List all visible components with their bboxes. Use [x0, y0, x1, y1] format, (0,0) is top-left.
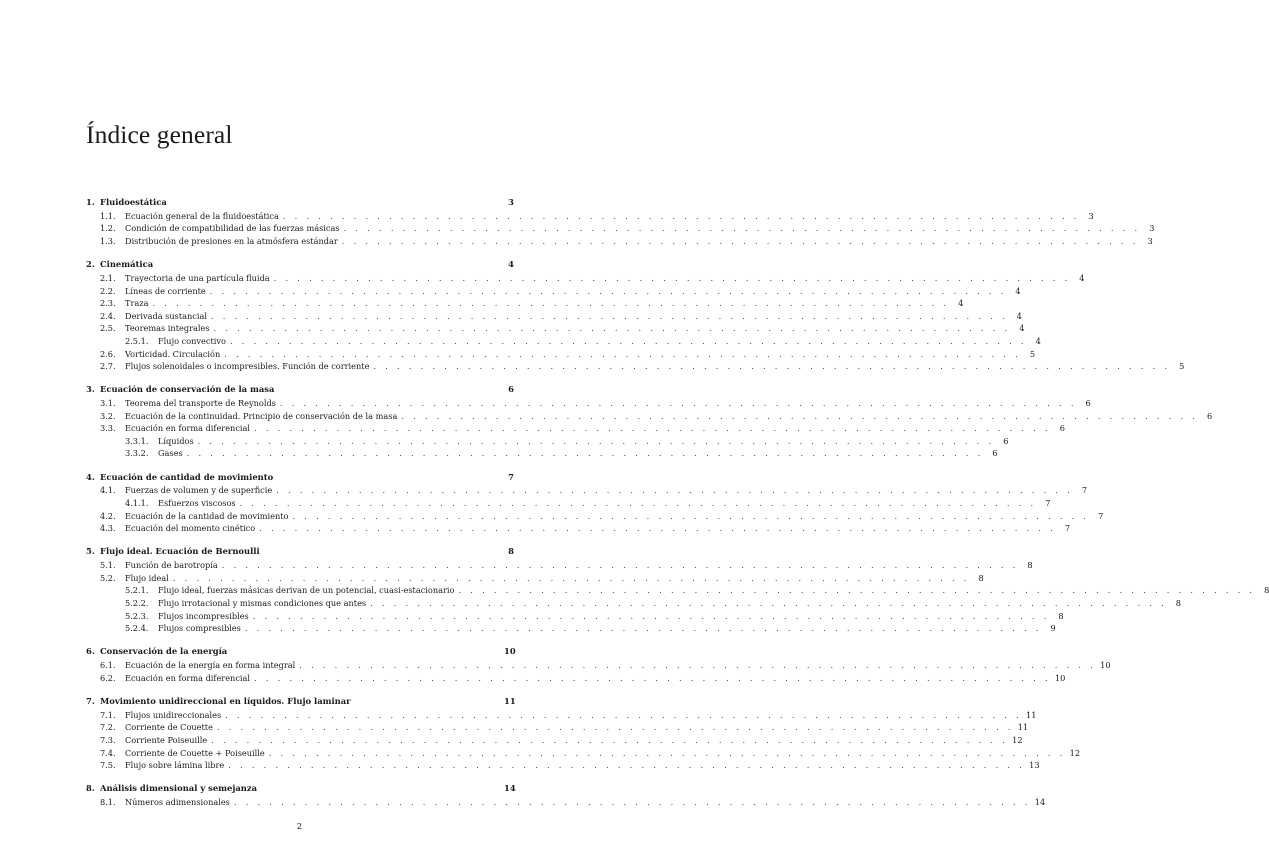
toc-leader-dots: . . . . . . . . . . . . . . . . . . . . . . . . . . . . . . . . . . . . . . . . . . . . . . . . . . . . . . . . . . . . . . . . . . . .: [458, 585, 1256, 596]
toc-chapter: [86, 258, 1185, 373]
toc-title: Cinemática: [100, 259, 154, 270]
toc-section-entry[interactable]: [86, 572, 984, 585]
toc-chapter-heading[interactable]: [86, 196, 514, 210]
toc-title: Ecuación de conservación de la masa: [100, 384, 275, 395]
toc-title: Flujo irrotacional y mismas condiciones que antes: [158, 598, 367, 609]
toc-page: 8: [508, 546, 514, 557]
toc-section-entry[interactable]: [86, 659, 1111, 672]
toc-leader-dots: . . . . . . . . . . . . . . . . . . . . . . . . . . . . . . . . . . . . . . . . . . . . . . . . . . . . . . . . . . . . . . . . . . . .: [213, 323, 1011, 334]
toc-number: 1.3.: [100, 235, 116, 246]
toc-title: Vorticidad. Circulación: [125, 348, 221, 359]
toc-page: 11: [1017, 722, 1029, 733]
toc-page: 10: [1054, 672, 1066, 683]
toc-number: 8.1.: [100, 797, 116, 808]
toc-title: Conservación de la energía: [100, 646, 228, 657]
toc-title: Ecuación en forma diferencial: [125, 423, 251, 434]
toc-title: Corriente de Couette + Poiseuille: [125, 747, 265, 758]
toc-page: 7: [1045, 498, 1051, 509]
toc-section-entry[interactable]: [86, 310, 1022, 323]
toc-chapter-heading[interactable]: [86, 782, 514, 796]
toc-page: 5: [1029, 348, 1036, 359]
toc-page: 8: [1027, 560, 1033, 571]
toc-section-entry[interactable]: [86, 672, 1066, 685]
toc-section-entry[interactable]: [86, 522, 1071, 535]
toc-page: 14: [504, 783, 516, 794]
toc-chapter-heading[interactable]: [86, 545, 514, 559]
toc-page: 10: [1100, 660, 1111, 671]
toc-number: 5.: [86, 546, 95, 557]
toc-number: 3.3.: [100, 423, 116, 434]
toc-section-entry[interactable]: [86, 322, 1025, 335]
toc-number: 1.2.: [100, 223, 116, 234]
toc-chapter: [86, 471, 1104, 535]
toc-section-entry[interactable]: [86, 721, 1029, 734]
toc-page: 12: [1012, 734, 1023, 745]
toc-leader-dots: . . . . . . . . . . . . . . . . . . . . . . . . . . . . . . . . . . . . . . . . . . . . . . . . . . . . . . . . . . . . . . . . . . . .: [233, 797, 1031, 808]
toc-leader-dots: . . . . . . . . . . . . . . . . . . . . . . . . . . . . . . . . . . . . . . . . . . . . . . . . . . . . . . . . . . . . . . . . . . . .: [254, 672, 1051, 683]
toc-page: 3: [1149, 223, 1155, 234]
toc-section-entry[interactable]: [86, 734, 1023, 747]
toc-page: 7: [1081, 485, 1088, 496]
toc-title: Flujos solenoidales o incompresibles. Función de corriente: [125, 361, 370, 372]
toc-number: 3.: [86, 384, 95, 395]
toc-leader-dots: . . . . . . . . . . . . . . . . . . . . . . . . . . . . . . . . . . . . . . . . . . . . . . . . . . . . . . . . . . . . . . . . . . . .: [341, 235, 1139, 246]
toc-section-entry[interactable]: [86, 397, 1091, 410]
toc-page: 10: [504, 646, 516, 657]
toc-leader-dots: . . . . . . . . . . . . . . . . . . . . . . . . . . . . . . . . . . . . . . . . . . . . . . . . . . . . . . . . . . . . . . . . . . . .: [172, 572, 970, 583]
toc-leader-dots: . . . . . . . . . . . . . . . . . . . . . . . . . . . . . . . . . . . . . . . . . . . . . . . . . . . . . . . . . . . . . . . . . . . .: [252, 610, 1050, 621]
toc-page: 6: [1085, 398, 1091, 409]
toc-page: 4: [1015, 285, 1021, 296]
toc-number: 4.1.1.: [125, 498, 149, 509]
toc-title: Esfuerzos viscosos: [158, 498, 236, 509]
toc-section-entry[interactable]: [86, 709, 1037, 722]
toc-leader-dots: . . . . . . . . . . . . . . . . . . . . . . . . . . . . . . . . . . . . . . . . . . . . . . . . . . . . . . . . . . . . . . . . . . . .: [343, 223, 1141, 234]
toc-subsection-entry[interactable]: [86, 435, 1009, 448]
toc-title: Gases: [158, 448, 183, 459]
toc-title: Función de barotropía: [125, 560, 218, 571]
toc-leader-dots: . . . . . . . . . . . . . . . . . . . . . . . . . . . . . . . . . . . . . . . . . . . . . . . . . . . . . . . . . . . . . . . . . . . .: [211, 734, 1009, 745]
toc-chapter: [86, 545, 1269, 634]
toc-section-entry[interactable]: [86, 272, 1085, 285]
toc-section-entry[interactable]: [86, 410, 1213, 423]
toc-number: 7.2.: [100, 722, 116, 733]
toc-page: 4: [958, 298, 964, 309]
toc-section-entry[interactable]: [86, 360, 1185, 373]
toc-page: 3: [1147, 235, 1153, 246]
toc-leader-dots: . . . . . . . . . . . . . . . . . . . . . . . . . . . . . . . . . . . . . . . . . . . . . . . . . . . . . . . . . . . . . . . . . . . .: [259, 523, 1057, 534]
toc-chapter: [86, 196, 1155, 248]
toc-page: 3: [1088, 210, 1094, 221]
toc-chapter-heading[interactable]: [86, 383, 514, 397]
toc-title: Traza: [125, 298, 149, 309]
toc-number: 5.2.: [100, 572, 116, 583]
toc-subsection-entry[interactable]: [86, 610, 1064, 623]
toc-page: 5: [1179, 361, 1185, 372]
toc-page: 11: [1026, 709, 1037, 720]
toc-number: 3.3.1.: [125, 435, 149, 446]
toc-page: 13: [1029, 760, 1040, 771]
toc-page: 8: [1264, 585, 1269, 596]
toc-chapter-heading[interactable]: [86, 695, 514, 709]
toc-number: 4.1.: [100, 485, 116, 496]
toc-leader-dots: . . . . . . . . . . . . . . . . . . . . . . . . . . . . . . . . . . . . . . . . . . . . . . . . . . . . . . . . . . . . . . . . . . . .: [373, 361, 1171, 372]
toc-number: 3.1.: [100, 398, 116, 409]
toc-page: 4: [1079, 272, 1085, 283]
toc-leader-dots: . . . . . . . . . . . . . . . . . . . . . . . . . . . . . . . . . . . . . . . . . . . . . . . . . . . . . . . . . . . . . . . . . . . .: [221, 560, 1019, 571]
toc-title: Fuerzas de volumen y de superficie: [125, 485, 273, 496]
toc-title: Corriente de Couette: [125, 722, 213, 733]
toc-title: Ecuación del momento cinético: [125, 523, 256, 534]
toc-number: 6.: [86, 646, 95, 657]
toc-number: 5.2.4.: [125, 623, 149, 634]
toc-page: 6: [1206, 410, 1213, 421]
toc-title: Corriente Poiseuille: [125, 734, 208, 745]
toc-number: 5.1.: [100, 560, 116, 571]
toc-number: 2.2.: [100, 285, 116, 296]
toc-title: Líquidos: [158, 435, 194, 446]
toc-title: Trayectoria de una partícula fluida: [125, 272, 270, 283]
toc-number: 3.3.2.: [125, 448, 149, 459]
toc-number: 3.2.: [100, 410, 116, 421]
toc-title: Flujo sobre lámina libre: [125, 760, 225, 771]
toc-leader-dots: . . . . . . . . . . . . . . . . . . . . . . . . . . . . . . . . . . . . . . . . . . . . . . . . . . . . . . . . . . . . . . . . . . . .: [225, 709, 1023, 720]
toc-title: Números adimensionales: [125, 797, 230, 808]
toc-page: 7: [508, 471, 514, 482]
toc-page: 12: [1069, 747, 1081, 758]
toc-leader-dots: . . . . . . . . . . . . . . . . . . . . . . . . . . . . . . . . . . . . . . . . . . . . . . . . . . . . . . . . . . . . . . . . . . . .: [268, 747, 1066, 758]
toc-title: Flujos unidireccionales: [125, 709, 222, 720]
toc-number: 7.1.: [100, 709, 116, 720]
toc-number: 6.1.: [100, 660, 116, 671]
toc-page: 4: [508, 259, 514, 270]
toc-number: 7.: [86, 695, 95, 706]
toc-number: 7.4.: [100, 747, 116, 758]
toc-title: Ecuación de la cantidad de movimiento: [125, 510, 289, 521]
toc-title: Ecuación de la energía en forma integral: [125, 660, 296, 671]
toc-leader-dots: . . . . . . . . . . . . . . . . . . . . . . . . . . . . . . . . . . . . . . . . . . . . . . . . . . . . . . . . . . . . . . . . . . . .: [279, 398, 1077, 409]
toc-leader-dots: . . . . . . . . . . . . . . . . . . . . . . . . . . . . . . . . . . . . . . . . . . . . . . . . . . . . . . . . . . . . . . . . . . . .: [273, 272, 1071, 283]
toc-section-entry[interactable]: [86, 285, 1021, 298]
toc-number: 5.2.1.: [125, 585, 149, 596]
toc-title: Ecuación de cantidad de movimiento: [100, 471, 274, 482]
toc-leader-dots: . . . . . . . . . . . . . . . . . . . . . . . . . . . . . . . . . . . . . . . . . . . . . . . . . . . . . . . . . . . . . . . . . . . .: [209, 285, 1007, 296]
toc-section-entry[interactable]: [86, 559, 1033, 572]
toc-page: 11: [504, 695, 516, 706]
toc-chapter-heading[interactable]: [86, 258, 514, 272]
toc-leader-dots: . . . . . . . . . . . . . . . . . . . . . . . . . . . . . . . . . . . . . . . . . . . . . . . . . . . . . . . . . . . . . . . . . . . .: [276, 485, 1074, 496]
toc-title: Análisis dimensional y semejanza: [100, 783, 258, 794]
toc-section-entry[interactable]: [86, 348, 1036, 361]
toc-leader-dots: . . . . . . . . . . . . . . . . . . . . . . . . . . . . . . . . . . . . . . . . . . . . . . . . . . . . . . . . . . . . . . . . . . . .: [211, 310, 1008, 321]
toc-chapter: [86, 383, 1213, 460]
toc-number: 4.: [86, 471, 95, 482]
toc-leader-dots: . . . . . . . . . . . . . . . . . . . . . . . . . . . . . . . . . . . . . . . . . . . . . . . . . . . . . . . . . . . . . . . . . . . .: [216, 722, 1014, 733]
toc-number: 4.3.: [100, 523, 116, 534]
toc-leader-dots: . . . . . . . . . . . . . . . . . . . . . . . . . . . . . . . . . . . . . . . . . . . . . . . . . . . . . . . . . . . . . . . . . . . .: [282, 210, 1080, 221]
toc-chapter: [86, 695, 1081, 772]
toc-section-entry[interactable]: [86, 210, 1094, 223]
toc-section-entry[interactable]: [86, 747, 1081, 760]
toc-leader-dots: . . . . . . . . . . . . . . . . . . . . . . . . . . . . . . . . . . . . . . . . . . . . . . . . . . . . . . . . . . . . . . . . . . . .: [186, 448, 984, 459]
toc-title: Flujos compresibles: [158, 623, 241, 634]
toc-chapter: [86, 782, 1046, 808]
toc-page: 8: [1175, 598, 1181, 609]
toc-number: 2.5.: [100, 323, 116, 334]
toc-section-entry[interactable]: [86, 796, 1046, 809]
toc-page: 4: [1035, 335, 1041, 346]
toc-section-entry[interactable]: [86, 510, 1104, 523]
toc-number: 4.2.: [100, 510, 116, 521]
toc-chapter-heading[interactable]: [86, 645, 514, 659]
toc-number: 2.1.: [100, 272, 116, 283]
toc-title: Líneas de corriente: [125, 285, 206, 296]
toc-title: Ecuación general de la fluidoestática: [125, 210, 279, 221]
toc-title: Flujo ideal. Ecuación de Bernoulli: [100, 546, 260, 557]
toc-number: 6.2.: [100, 672, 116, 683]
toc-leader-dots: . . . . . . . . . . . . . . . . . . . . . . . . . . . . . . . . . . . . . . . . . . . . . . . . . . . . . . . . . . . . . . . . . . . .: [152, 298, 950, 309]
toc-page: 8: [978, 572, 984, 583]
toc-page: 6: [1059, 423, 1065, 434]
toc-leader-dots: . . . . . . . . . . . . . . . . . . . . . . . . . . . . . . . . . . . . . . . . . . . . . . . . . . . . . . . . . . . . . . . . . . . .: [228, 760, 1026, 771]
toc-number: 2.6.: [100, 348, 116, 359]
toc-title: Flujos incompresibles: [158, 610, 249, 621]
toc-subsection-entry[interactable]: [86, 584, 1269, 597]
toc-subsection-entry[interactable]: [86, 622, 1056, 635]
toc-section-entry[interactable]: [86, 297, 964, 310]
toc-number: 2.4.: [100, 310, 116, 321]
toc-title: Teoremas integrales: [125, 323, 210, 334]
toc-page: 4: [1016, 310, 1022, 321]
toc-number: 5.2.2.: [125, 598, 149, 609]
toc-leader-dots: . . . . . . . . . . . . . . . . . . . . . . . . . . . . . . . . . . . . . . . . . . . . . . . . . . . . . . . . . . . . . . . . . . . .: [244, 623, 1042, 634]
toc-number: 5.2.3.: [125, 610, 149, 621]
toc-leader-dots: . . . . . . . . . . . . . . . . . . . . . . . . . . . . . . . . . . . . . . . . . . . . . . . . . . . . . . . . . . . . . . . . . . . .: [224, 348, 1022, 359]
toc-section-entry[interactable]: [86, 222, 1155, 235]
page-title: Índice general: [86, 120, 233, 149]
toc-section-entry[interactable]: [86, 422, 1065, 435]
toc-page: 6: [508, 384, 514, 395]
table-of-contents: [86, 196, 1269, 819]
toc-leader-dots: . . . . . . . . . . . . . . . . . . . . . . . . . . . . . . . . . . . . . . . . . . . . . . . . . . . . . . . . . . . . . . . . . . . .: [292, 510, 1090, 521]
toc-number: 1.1.: [100, 210, 116, 221]
toc-number: 2.: [86, 259, 95, 270]
toc-leader-dots: . . . . . . . . . . . . . . . . . . . . . . . . . . . . . . . . . . . . . . . . . . . . . . . . . . . . . . . . . . . . . . . . . . . .: [239, 498, 1037, 509]
toc-number: 7.3.: [100, 734, 116, 745]
toc-title: Distribución de presiones en la atmósfera estándar: [125, 235, 338, 246]
toc-title: Ecuación de la continuidad. Principio de conservación de la masa: [125, 410, 398, 421]
toc-number: 2.3.: [100, 298, 116, 309]
toc-subsection-entry[interactable]: [86, 447, 998, 460]
toc-title: Fluidoestática: [100, 197, 167, 207]
toc-chapter: [86, 645, 1111, 684]
toc-page: 3: [508, 197, 514, 207]
toc-title: Flujo ideal, fuerzas másicas derivan de un potencial, cuasi-estacionario: [158, 585, 455, 596]
toc-page: 6: [1003, 435, 1009, 446]
toc-number: 2.7.: [100, 361, 116, 372]
toc-title: Condición de compatibilidad de las fuerzas másicas: [125, 223, 340, 234]
toc-leader-dots: . . . . . . . . . . . . . . . . . . . . . . . . . . . . . . . . . . . . . . . . . . . . . . . . . . . . . . . . . . . . . . . . . . . .: [229, 335, 1027, 346]
toc-page: 9: [1050, 623, 1056, 634]
toc-leader-dots: . . . . . . . . . . . . . . . . . . . . . . . . . . . . . . . . . . . . . . . . . . . . . . . . . . . . . . . . . . . . . . . . . . . .: [370, 598, 1167, 609]
toc-page: 14: [1034, 797, 1046, 808]
toc-leader-dots: . . . . . . . . . . . . . . . . . . . . . . . . . . . . . . . . . . . . . . . . . . . . . . . . . . . . . . . . . . . . . . . . . . . .: [401, 410, 1199, 421]
toc-title: Ecuación en forma diferencial: [125, 672, 251, 683]
toc-section-entry[interactable]: [86, 759, 1040, 772]
toc-subsection-entry[interactable]: [86, 597, 1181, 610]
toc-page: 6: [992, 448, 998, 459]
toc-number: 1.: [86, 197, 95, 207]
toc-section-entry[interactable]: [86, 484, 1088, 497]
toc-number: 7.5.: [100, 760, 116, 771]
toc-leader-dots: . . . . . . . . . . . . . . . . . . . . . . . . . . . . . . . . . . . . . . . . . . . . . . . . . . . . . . . . . . . . . . . . . . . .: [299, 660, 1097, 671]
toc-page: 4: [1019, 323, 1025, 334]
toc-number: 8.: [86, 783, 95, 794]
toc-page: 7: [1098, 510, 1104, 521]
toc-title: Flujo convectivo: [158, 335, 226, 346]
toc-leader-dots: . . . . . . . . . . . . . . . . . . . . . . . . . . . . . . . . . . . . . . . . . . . . . . . . . . . . . . . . . . . . . . . . . . . .: [254, 423, 1051, 434]
toc-title: Teorema del transporte de Reynolds: [125, 398, 276, 409]
toc-subsection-entry[interactable]: [86, 497, 1051, 510]
toc-title: Derivada sustancial: [125, 310, 207, 321]
toc-page: 7: [1064, 523, 1071, 534]
toc-subsection-entry[interactable]: [86, 335, 1041, 348]
toc-number: 2.5.1.: [125, 335, 149, 346]
toc-title: Movimiento unidireccional en líquidos. Flujo laminar: [100, 695, 351, 706]
toc-chapter-heading[interactable]: [86, 471, 514, 485]
toc-page: 8: [1058, 610, 1064, 621]
toc-leader-dots: . . . . . . . . . . . . . . . . . . . . . . . . . . . . . . . . . . . . . . . . . . . . . . . . . . . . . . . . . . . . . . . . . . . .: [197, 435, 995, 446]
toc-section-entry[interactable]: [86, 235, 1153, 248]
toc-title: Flujo ideal: [125, 572, 169, 583]
page-number: 2: [296, 822, 303, 832]
